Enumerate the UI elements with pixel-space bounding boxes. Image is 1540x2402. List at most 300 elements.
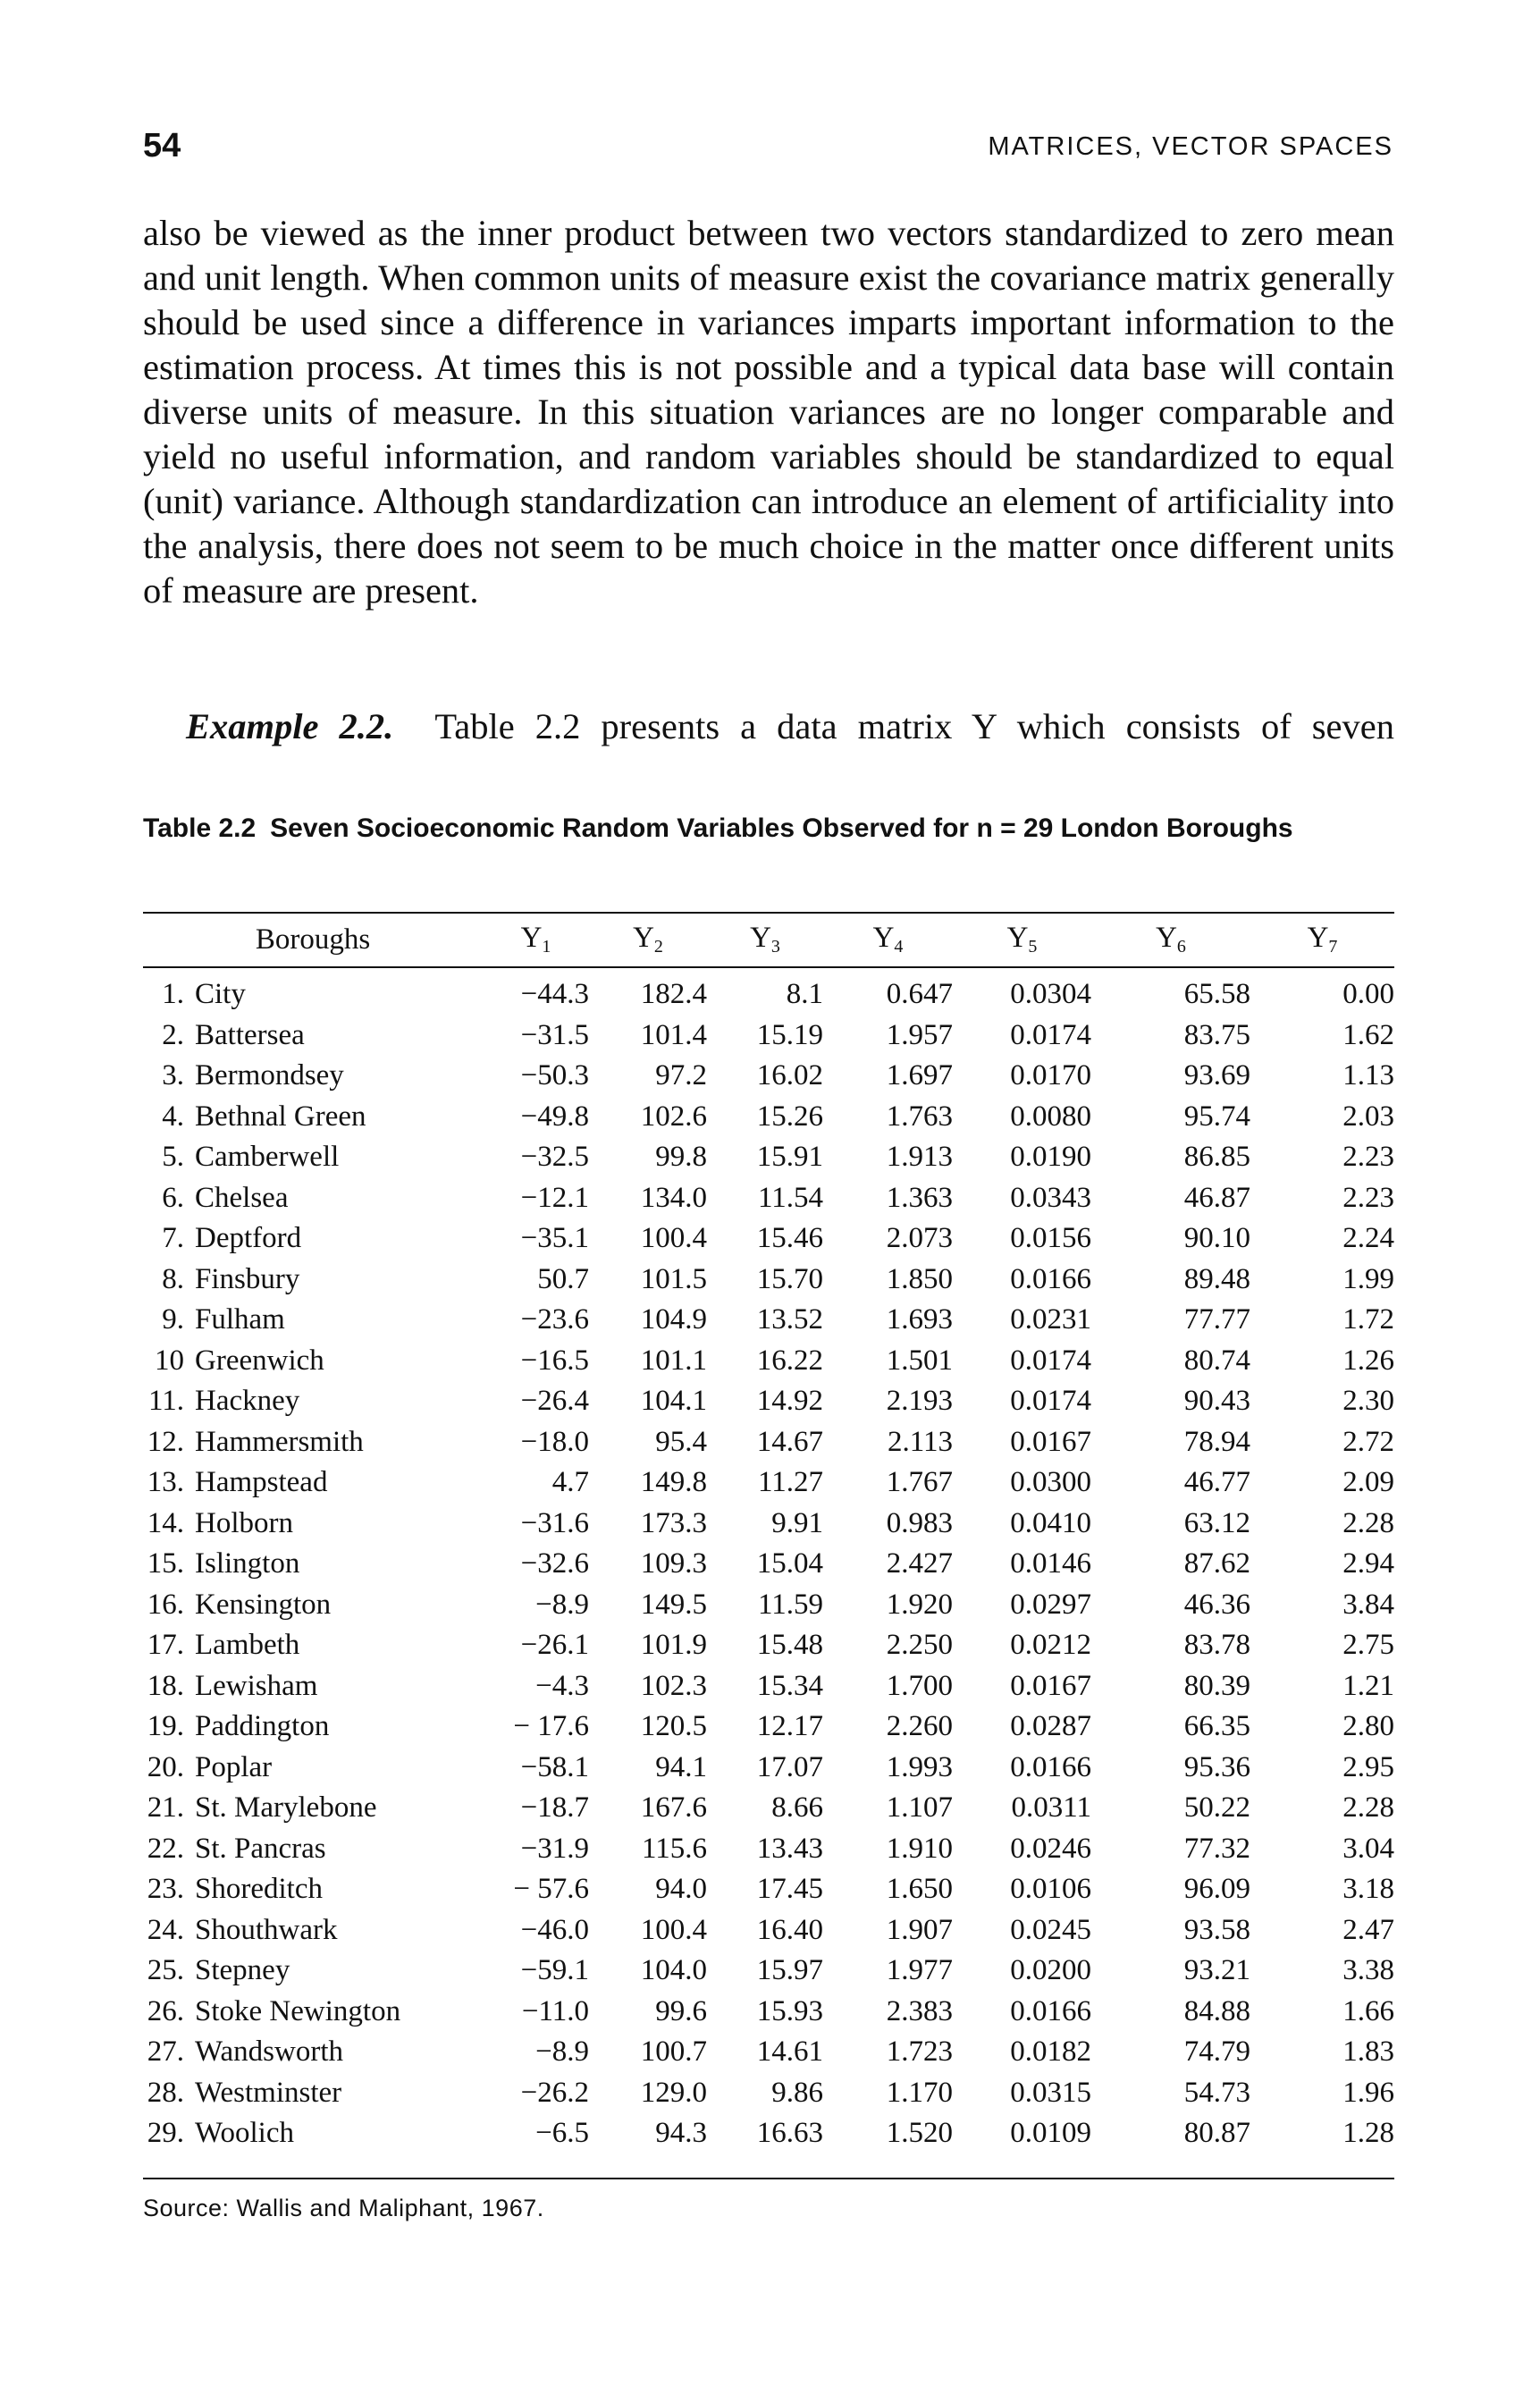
cell-y5: 0.0304 (1010, 978, 1091, 1011)
cell-y3: 15.34 (756, 1669, 823, 1702)
cell-y7: 1.96 (1342, 2076, 1394, 2109)
cell-y2: 134.0 (640, 1181, 707, 1214)
borough-name: St. Pancras (195, 1832, 326, 1865)
table-row (143, 1300, 1394, 1341)
row-index: 3. (162, 1059, 184, 1092)
cell-y1: −46.0 (520, 1913, 589, 1946)
cell-y3: 15.19 (756, 1018, 823, 1051)
cell-y7: 1.26 (1342, 1344, 1394, 1377)
cell-y5: 0.0297 (1010, 1588, 1091, 1621)
borough-name: Hampstead (195, 1466, 328, 1499)
table-row (143, 1016, 1394, 1057)
cell-y4: 1.697 (886, 1059, 953, 1092)
example-label: Example 2.2. (186, 706, 394, 746)
cell-y3: 14.92 (756, 1385, 823, 1418)
cell-y3: 15.91 (756, 1141, 823, 1174)
cell-y7: 3.18 (1342, 1873, 1394, 1906)
cell-y6: 90.43 (1183, 1385, 1250, 1418)
cell-y1: −49.8 (520, 1100, 589, 1133)
cell-y5: 0.0174 (1010, 1385, 1091, 1418)
cell-y6: 84.88 (1183, 1994, 1250, 2027)
cell-y7: 1.21 (1342, 1669, 1394, 1702)
row-index: 10 (155, 1344, 184, 1377)
cell-y5: 0.0109 (1010, 2117, 1091, 2150)
cell-y1: −18.7 (520, 1791, 589, 1825)
cell-y2: 129.0 (640, 2076, 707, 2109)
body-paragraph: also be viewed as the inner product between two vectors standardized to zero mean and unit length. When common units of measure exist the covariance matrix generally should be used since a difference in variances imparts important information to the estimation process. At times this is not possible and a typical data base will contain diverse units of measure. In this situation variances are no longer comparable and yield no useful information, and random variables should be standardized to equal (unit) variance. Although standardization can introduce an element of artificiality into the analysis, there does not seem to be much choice in the matter once different units of measure are present. (143, 213, 1394, 611)
cell-y3: 8.1 (786, 978, 823, 1011)
cell-y2: 97.2 (655, 1059, 707, 1092)
cell-y4: 2.383 (886, 1994, 953, 2027)
cell-y2: 182.4 (640, 978, 707, 1011)
row-index: 23. (147, 1873, 184, 1906)
cell-y2: 120.5 (640, 1710, 707, 1743)
row-index: 26. (147, 1994, 184, 2027)
cell-y3: 17.45 (756, 1873, 823, 1906)
cell-y5: 0.0200 (1010, 1954, 1091, 1987)
column-header-y5: $Y_5$ (1006, 922, 1038, 957)
cell-y5: 0.0146 (1010, 1547, 1091, 1580)
cell-y6: 74.79 (1183, 2035, 1250, 2069)
cell-y6: 86.85 (1183, 1141, 1250, 1174)
cell-y1: −12.1 (520, 1181, 589, 1214)
cell-y1: −23.6 (520, 1303, 589, 1336)
borough-name: Paddington (195, 1710, 330, 1743)
row-index: 2. (162, 1018, 184, 1051)
cell-y6: 83.75 (1183, 1018, 1250, 1051)
cell-y6: 78.94 (1183, 1425, 1250, 1458)
table-caption (143, 809, 1394, 847)
cell-y3: 13.52 (756, 1303, 823, 1336)
cell-y7: 1.66 (1342, 1994, 1394, 2027)
cell-y4: 2.073 (886, 1222, 953, 1255)
cell-y2: 109.3 (640, 1547, 707, 1580)
cell-y7: 2.94 (1342, 1547, 1394, 1580)
cell-y2: 99.8 (655, 1141, 707, 1174)
cell-y1: −44.3 (520, 978, 589, 1011)
cell-y2: 95.4 (655, 1425, 707, 1458)
cell-y7: 2.75 (1342, 1629, 1394, 1662)
cell-y6: 80.87 (1183, 2117, 1250, 2150)
cell-y6: 80.74 (1183, 1344, 1250, 1377)
row-index: 13. (147, 1466, 184, 1499)
cell-y4: 1.501 (886, 1344, 953, 1377)
cell-y7: 1.28 (1342, 2117, 1394, 2150)
borough-name: Holborn (195, 1506, 293, 1539)
cell-y3: 13.43 (756, 1832, 823, 1865)
cell-y1: − 17.6 (513, 1710, 589, 1743)
cell-y6: 46.77 (1183, 1466, 1250, 1499)
cell-y4: 1.650 (886, 1873, 953, 1906)
table-row (143, 1666, 1394, 1707)
cell-y4: 1.763 (886, 1100, 953, 1133)
cell-y5: 0.0343 (1010, 1181, 1091, 1214)
borough-name: Wandsworth (195, 2035, 343, 2069)
cell-y5: 0.0315 (1010, 2076, 1091, 2109)
borough-name: Greenwich (195, 1344, 324, 1377)
cell-y5: 0.0167 (1010, 1425, 1091, 1458)
cell-y5: 0.0156 (1010, 1222, 1091, 1255)
cell-y5: 0.0190 (1010, 1141, 1091, 1174)
cell-y3: 17.07 (756, 1750, 823, 1783)
example-text: Table 2.2 presents a data matrix Y which consists of seven (434, 706, 1394, 746)
row-index: 22. (147, 1832, 184, 1865)
cell-y2: 100.7 (640, 2035, 707, 2069)
cell-y1: −32.5 (520, 1141, 589, 1174)
row-index: 27. (147, 2035, 184, 2069)
cell-y2: 101.5 (640, 1262, 707, 1295)
cell-y7: 2.23 (1342, 1141, 1394, 1174)
cell-y3: 15.97 (756, 1954, 823, 1987)
cell-y2: 149.5 (640, 1588, 707, 1621)
cell-y5: 0.0167 (1010, 1669, 1091, 1702)
table-row (143, 2032, 1394, 2073)
cell-y1: −26.4 (520, 1385, 589, 1418)
cell-y3: 15.93 (756, 1994, 823, 2027)
row-index: 21. (147, 1791, 184, 1825)
cell-y6: 46.87 (1183, 1181, 1250, 1214)
cell-y4: 1.907 (886, 1913, 953, 1946)
cell-y1: −31.5 (520, 1018, 589, 1051)
cell-y6: 50.22 (1183, 1791, 1250, 1825)
table-row (143, 1707, 1394, 1748)
row-index: 29. (147, 2117, 184, 2150)
cell-y2: 173.3 (640, 1506, 707, 1539)
cell-y7: 2.28 (1342, 1506, 1394, 1539)
cell-y7: 1.72 (1342, 1303, 1394, 1336)
cell-y1: 4.7 (551, 1466, 589, 1499)
cell-y6: 93.21 (1183, 1954, 1250, 1987)
borough-name: City (195, 978, 246, 1011)
borough-name: Battersea (195, 1018, 305, 1051)
borough-name: Shoreditch (195, 1873, 323, 1906)
cell-y3: 16.22 (756, 1344, 823, 1377)
row-index: 7. (162, 1222, 184, 1255)
table-title: Seven Socioeconomic Random Variables Observed for n = 29 London Boroughs (270, 813, 1293, 843)
cell-y7: 2.95 (1342, 1750, 1394, 1783)
borough-name: Bethnal Green (195, 1100, 366, 1133)
cell-y3: 8.66 (771, 1791, 823, 1825)
cell-y1: −4.3 (535, 1669, 589, 1702)
borough-name: Chelsea (195, 1181, 289, 1214)
cell-y1: −26.2 (520, 2076, 589, 2109)
cell-y4: 1.920 (886, 1588, 953, 1621)
cell-y2: 167.6 (640, 1791, 707, 1825)
cell-y2: 102.6 (640, 1100, 707, 1133)
cell-y3: 16.02 (756, 1059, 823, 1092)
cell-y3: 15.26 (756, 1100, 823, 1133)
cell-y5: 0.0174 (1010, 1018, 1091, 1051)
cell-y4: 1.363 (886, 1181, 953, 1214)
cell-y4: 2.427 (886, 1547, 953, 1580)
cell-y6: 95.74 (1183, 1100, 1250, 1133)
borough-name: Lambeth (195, 1629, 300, 1662)
table-number: Table 2.2 (143, 813, 257, 843)
table-row (143, 1829, 1394, 1870)
cell-y6: 46.36 (1183, 1588, 1250, 1621)
cell-y4: 2.193 (886, 1385, 953, 1418)
cell-y7: 0.00 (1342, 978, 1394, 1011)
cell-y7: 1.83 (1342, 2035, 1394, 2069)
cell-y7: 2.30 (1342, 1385, 1394, 1418)
cell-y3: 15.70 (756, 1262, 823, 1295)
cell-y4: 2.250 (886, 1629, 953, 1662)
cell-y2: 104.1 (640, 1385, 707, 1418)
cell-y7: 2.23 (1342, 1181, 1394, 1214)
cell-y3: 14.67 (756, 1425, 823, 1458)
cell-y6: 95.36 (1183, 1750, 1250, 1783)
cell-y2: 149.8 (640, 1466, 707, 1499)
table-row (143, 1137, 1394, 1178)
column-header-y7: $Y_7$ (1307, 922, 1338, 957)
cell-y3: 9.86 (771, 2076, 823, 2109)
cell-y4: 1.520 (886, 2117, 953, 2150)
borough-name: Hammersmith (195, 1425, 364, 1458)
borough-name: Stoke Newington (195, 1994, 401, 2027)
borough-name: Woolich (195, 2117, 294, 2150)
cell-y2: 115.6 (641, 1832, 707, 1865)
row-index: 8. (162, 1262, 184, 1295)
borough-name: Islington (195, 1547, 300, 1580)
row-index: 15. (147, 1547, 184, 1580)
cell-y1: −59.1 (520, 1954, 589, 1987)
cell-y1: −16.5 (520, 1344, 589, 1377)
row-index: 4. (162, 1100, 184, 1133)
table-row (143, 2113, 1394, 2154)
table-row (143, 1462, 1394, 1504)
cell-y2: 101.9 (640, 1629, 707, 1662)
cell-y3: 11.54 (757, 1181, 823, 1214)
cell-y3: 15.46 (756, 1222, 823, 1255)
cell-y7: 2.24 (1342, 1222, 1394, 1255)
column-header-y1: $Y_1$ (520, 922, 551, 957)
cell-y4: 0.647 (886, 978, 953, 1011)
cell-y3: 9.91 (771, 1506, 823, 1539)
cell-y3: 16.63 (756, 2117, 823, 2150)
row-index: 24. (147, 1913, 184, 1946)
cell-y6: 77.32 (1183, 1832, 1250, 1865)
borough-name: Shouthwark (195, 1913, 338, 1946)
cell-y1: −26.1 (520, 1629, 589, 1662)
row-index: 19. (147, 1710, 184, 1743)
cell-y5: 0.0231 (1010, 1303, 1091, 1336)
cell-y2: 102.3 (640, 1669, 707, 1702)
row-index: 6. (162, 1181, 184, 1214)
cell-y4: 1.767 (886, 1466, 953, 1499)
table-row (143, 1381, 1394, 1422)
table-row (143, 1504, 1394, 1545)
page-number: 54 (143, 127, 181, 164)
table-row (143, 1056, 1394, 1097)
table-row (143, 965, 1394, 1016)
cell-y4: 1.913 (886, 1141, 953, 1174)
table-row (143, 1422, 1394, 1463)
row-index: 9. (162, 1303, 184, 1336)
row-index: 20. (147, 1750, 184, 1783)
table-row (143, 1951, 1394, 1992)
cell-y7: 3.38 (1342, 1954, 1394, 1987)
cell-y4: 1.107 (886, 1791, 953, 1825)
cell-y5: 0.0106 (1010, 1873, 1091, 1906)
cell-y1: − 57.6 (513, 1873, 589, 1906)
cell-y5: 0.0166 (1010, 1994, 1091, 2027)
column-header-y4: $Y_4$ (872, 922, 904, 957)
cell-y2: 94.3 (655, 2117, 707, 2150)
table-row (143, 1910, 1394, 1951)
column-header-y3: $Y_3$ (750, 922, 780, 957)
cell-y4: 1.910 (886, 1832, 953, 1865)
row-index: 14. (147, 1506, 184, 1539)
table-row (143, 1992, 1394, 2033)
cell-y1: −58.1 (520, 1750, 589, 1783)
cell-y7: 2.80 (1342, 1710, 1394, 1743)
cell-y3: 12.17 (756, 1710, 823, 1743)
table-row (143, 1341, 1394, 1382)
cell-y4: 1.693 (886, 1303, 953, 1336)
cell-y1: −35.1 (520, 1222, 589, 1255)
cell-y5: 0.0311 (1011, 1791, 1091, 1825)
row-index: 17. (147, 1629, 184, 1662)
cell-y2: 99.6 (655, 1994, 707, 2027)
cell-y6: 80.39 (1183, 1669, 1250, 1702)
borough-name: Lewisham (195, 1669, 318, 1702)
borough-name: Camberwell (195, 1141, 340, 1174)
running-head: MATRICES, VECTOR SPACES (988, 132, 1393, 161)
cell-y2: 100.4 (640, 1913, 707, 1946)
cell-y5: 0.0287 (1010, 1710, 1091, 1743)
example-line (186, 704, 1394, 749)
column-header-boroughs: Boroughs (255, 923, 371, 956)
column-header-y2: $Y_2$ (633, 922, 663, 957)
cell-y7: 2.28 (1342, 1791, 1394, 1825)
cell-y1: −32.6 (520, 1547, 589, 1580)
cell-y1: −50.3 (520, 1059, 589, 1092)
cell-y3: 15.04 (756, 1547, 823, 1580)
borough-name: Stepney (195, 1954, 290, 1987)
cell-y6: 63.12 (1183, 1506, 1250, 1539)
cell-y4: 2.113 (887, 1425, 953, 1458)
table-source: Source: Wallis and Maliphant, 1967. (143, 2195, 544, 2221)
cell-y3: 15.48 (756, 1629, 823, 1662)
cell-y2: 100.4 (640, 1222, 707, 1255)
borough-name: Westminster (195, 2076, 342, 2109)
cell-y2: 94.1 (655, 1750, 707, 1783)
cell-y1: −8.9 (535, 2035, 589, 2069)
cell-y7: 2.47 (1342, 1913, 1394, 1946)
cell-y1: −18.0 (520, 1425, 589, 1458)
cell-y5: 0.0080 (1010, 1100, 1091, 1133)
table-row (143, 1585, 1394, 1626)
cell-y4: 1.993 (886, 1750, 953, 1783)
cell-y6: 66.35 (1183, 1710, 1250, 1743)
cell-y7: 1.99 (1342, 1262, 1394, 1295)
table-row (143, 1260, 1394, 1301)
table-row (143, 1544, 1394, 1585)
cell-y6: 87.62 (1183, 1547, 1250, 1580)
cell-y5: 0.0246 (1010, 1832, 1091, 1865)
cell-y1: −6.5 (535, 2117, 589, 2150)
borough-name: Kensington (195, 1588, 332, 1621)
cell-y4: 1.977 (886, 1954, 953, 1987)
table-row (143, 1218, 1394, 1260)
table-row (143, 1625, 1394, 1666)
cell-y6: 90.10 (1183, 1222, 1250, 1255)
cell-y3: 14.61 (756, 2035, 823, 2069)
row-index: 28. (147, 2076, 184, 2109)
page-header (143, 127, 1397, 172)
cell-y5: 0.0166 (1010, 1750, 1091, 1783)
cell-y5: 0.0182 (1010, 2035, 1091, 2069)
borough-name: Fulham (195, 1303, 285, 1336)
cell-y2: 101.4 (640, 1018, 707, 1051)
cell-y6: 93.58 (1183, 1913, 1250, 1946)
cell-y4: 0.983 (886, 1506, 953, 1539)
cell-y5: 0.0174 (1010, 1344, 1091, 1377)
data-table (143, 914, 1394, 2154)
cell-y5: 0.0245 (1010, 1913, 1091, 1946)
table-row (143, 1869, 1394, 1910)
cell-y7: 2.72 (1342, 1425, 1394, 1458)
cell-y6: 54.73 (1183, 2076, 1250, 2109)
cell-y7: 3.84 (1342, 1588, 1394, 1621)
cell-y2: 104.0 (640, 1954, 707, 1987)
cell-y7: 1.62 (1342, 1018, 1394, 1051)
cell-y7: 2.09 (1342, 1466, 1394, 1499)
cell-y1: 50.7 (537, 1262, 589, 1295)
row-index: 5. (162, 1141, 184, 1174)
cell-y6: 89.48 (1183, 1262, 1250, 1295)
cell-y1: −31.9 (520, 1832, 589, 1865)
cell-y4: 1.723 (886, 2035, 953, 2069)
cell-y6: 77.77 (1183, 1303, 1250, 1336)
borough-name: Finsbury (195, 1262, 300, 1295)
table-header-row (143, 914, 1394, 965)
table-row (143, 1178, 1394, 1219)
cell-y3: 11.59 (757, 1588, 823, 1621)
cell-y4: 1.700 (886, 1669, 953, 1702)
borough-name: Poplar (195, 1750, 273, 1783)
cell-y1: −11.0 (521, 1994, 589, 2027)
cell-y5: 0.0166 (1010, 1262, 1091, 1295)
cell-y6: 65.58 (1183, 978, 1250, 1011)
cell-y5: 0.0410 (1010, 1506, 1091, 1539)
table-body (143, 965, 1394, 2154)
row-index: 25. (147, 1954, 184, 1987)
table-row (143, 2073, 1394, 2114)
cell-y3: 16.40 (756, 1913, 823, 1946)
cell-y4: 1.170 (886, 2076, 953, 2109)
row-index: 18. (147, 1669, 184, 1702)
cell-y7: 1.13 (1342, 1059, 1394, 1092)
cell-y2: 94.0 (655, 1873, 707, 1906)
row-index: 1. (162, 978, 184, 1011)
row-index: 12. (147, 1425, 184, 1458)
cell-y7: 2.03 (1342, 1100, 1394, 1133)
borough-name: Bermondsey (195, 1059, 344, 1092)
cell-y4: 1.957 (886, 1018, 953, 1051)
table-row (143, 1788, 1394, 1829)
row-index: 11. (147, 1385, 184, 1418)
cell-y2: 101.1 (640, 1344, 707, 1377)
cell-y6: 96.09 (1183, 1873, 1250, 1906)
table-row (143, 1097, 1394, 1138)
table-row (143, 1748, 1394, 1789)
cell-y3: 11.27 (757, 1466, 823, 1499)
cell-y6: 93.69 (1183, 1059, 1250, 1092)
borough-name: Hackney (195, 1385, 300, 1418)
cell-y4: 1.850 (886, 1262, 953, 1295)
cell-y4: 2.260 (886, 1710, 953, 1743)
